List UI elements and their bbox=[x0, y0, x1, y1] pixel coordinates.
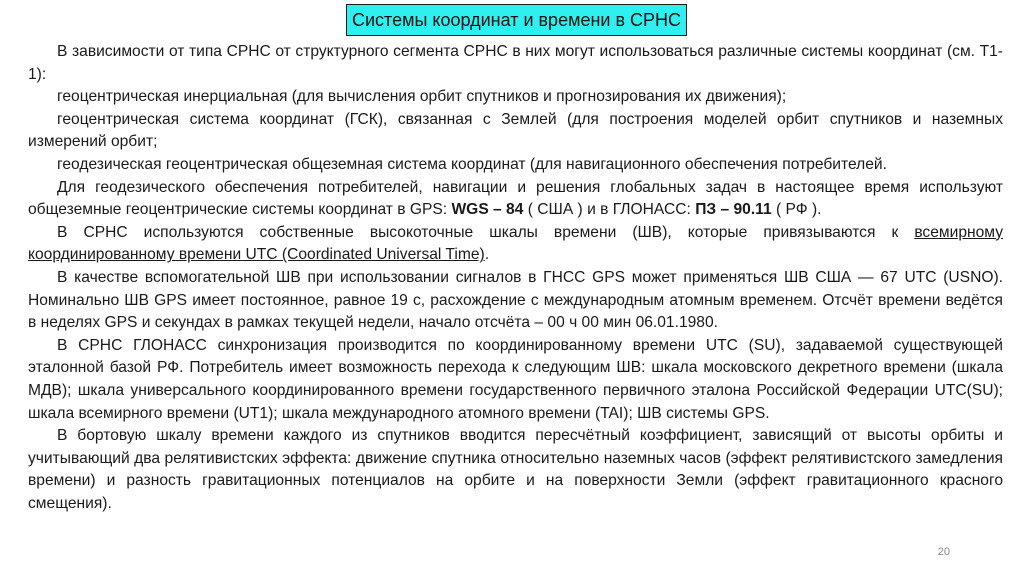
p5-text-middle: ( США ) и в ГЛОНАСС: bbox=[523, 201, 696, 219]
paragraph-geocentric-earth-fixed: геоцентрическая система координат (ГСК), связанная с Землей (для построения моделей орбит спутников и наземных измерений орбит; bbox=[28, 110, 1003, 151]
p5-text-before: Для геодезического обеспечения потребителей, навигации и решения глобальных задач в настоящее время используют общеземные геоцентрические системы координат в GPS: bbox=[28, 178, 1003, 219]
paragraph-geodetic-geocentric: геодезическая геоцентрическая общеземная система координат (для навигационного обеспечения потребителей. bbox=[57, 155, 887, 173]
page-number: 20 bbox=[937, 546, 950, 558]
slide-body bbox=[28, 41, 1003, 515]
p5-text-after: ( РФ ). bbox=[771, 201, 822, 219]
paragraph-gps-time: В качестве вспомогательной ШВ при использовании сигналов в ГНСС GPS может применяться ШВ США — 67 UTC (USNO). Номинально ШВ GPS имеет постоянное, равное 19 с, расхождение с международным атомным временем. Отсчёт времени ведётся в неделях GPS и секундах в рамках текущей недели, начало отсчёта – 00 ч 00 мин 06.01.1980. bbox=[28, 268, 1003, 332]
wgs84-label: WGS – 84 bbox=[451, 201, 524, 219]
slide-title bbox=[346, 4, 687, 36]
paragraph-time-scales bbox=[28, 222, 1003, 267]
pz9011-label: ПЗ – 90.11 bbox=[695, 201, 772, 219]
slide-title-text: Системы координат и времени в СРНС bbox=[351, 9, 682, 30]
paragraph-geodetic-support bbox=[28, 177, 1003, 222]
paragraph-glonass-sync: В СРНС ГЛОНАСС синхронизация производится по координированному времени UTC (SU), задаваемой существующей эталонной базой РФ. Потребитель имеет возможность перехода к следующим ШВ: шкала московского декретного времени (шкала МДВ); шкала универсального координированного времени государственного первичного эталона Российской Федерации UTC(SU); шкала всемирного времени (UT1); шкала международного атомного времени (TAI); ШВ системы GPS. bbox=[28, 336, 1003, 422]
paragraph-coordinate-systems-intro: В зависимости от типа СРНС от структурного сегмента СРНС в них могут использоваться различные системы координат (см. Т1-1): bbox=[28, 43, 1003, 83]
paragraph-geocentric-inertial: геоцентрическая инерциальная (для вычисления орбит спутников и прогнозирования их движения); bbox=[57, 88, 787, 106]
p6-text-after: . bbox=[484, 246, 490, 264]
paragraph-relativistic-effects: В бортовую шкалу времени каждого из спутников вводится пересчётный коэффициент, зависящий от высоты орбиты и учитывающий два релятивистских эффекта: движение спутника относительно наземных часов (эффект релятивистского замедления времени) и разность гравитационных потенциалов на орбите и на поверхности Земли (эффект гравитационного красного смещения). bbox=[28, 427, 1003, 512]
utc-link[interactable]: всемирному координированному времени UTC (Coordinated Universal Time) bbox=[28, 223, 1003, 264]
p6-text-before: В СРНС используются собственные высокоточные шкалы времени (ШВ), которые привязываются к bbox=[57, 223, 915, 241]
